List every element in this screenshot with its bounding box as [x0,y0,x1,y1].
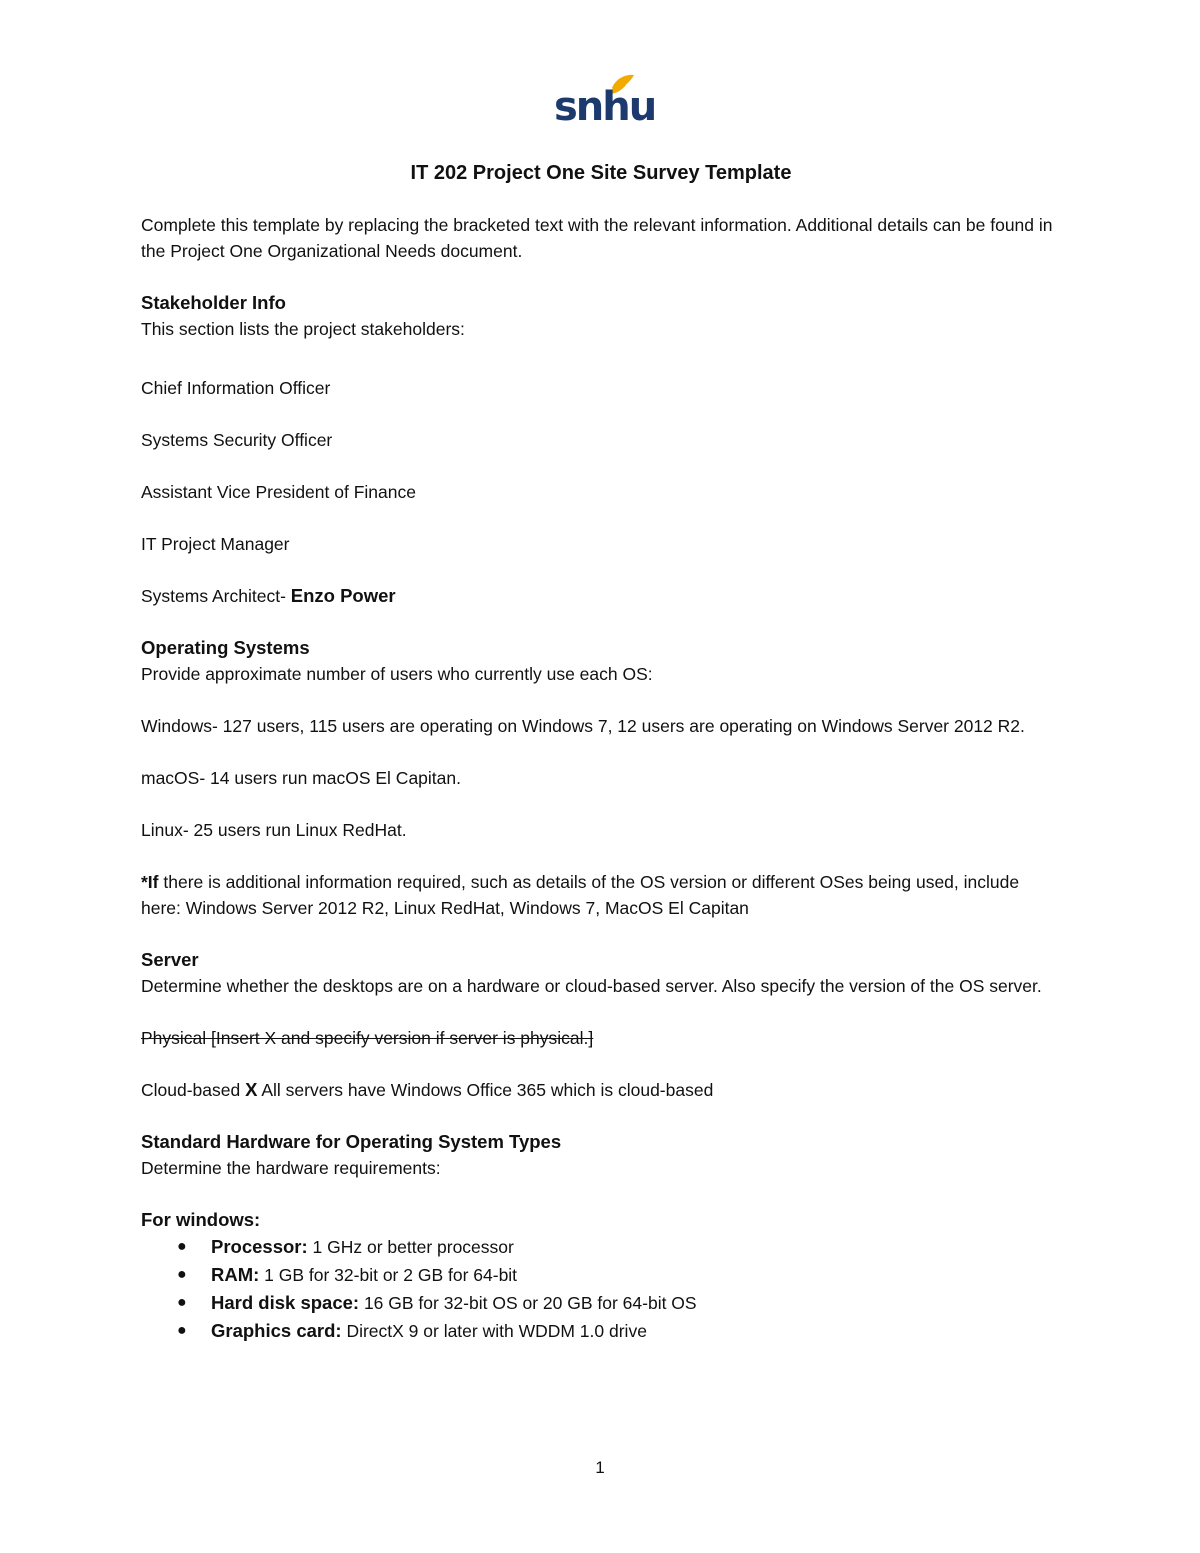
server-cloud-mark: X [245,1079,258,1100]
stakeholder-item [141,479,1061,505]
server-heading: Server [141,949,199,970]
server-physical: Physical [Insert X and specify version if server is physical.] [141,1028,594,1048]
stakeholder-role: Assistant Vice President of Finance [141,482,416,502]
intro-paragraph: Complete this template by replacing the bracketed text with the relevant information. Additional details can be found in the Project One Organizational Needs document. [141,215,1053,261]
os-windows: Windows- 127 users, 115 users are operating on Windows 7, 12 users are operating on Windows Server 2012 R2. [141,716,1025,736]
hardware-windows-heading: For windows: [141,1209,261,1230]
hardware-value: 1 GHz or better processor [307,1237,514,1257]
hardware-list [141,1233,1061,1345]
page-number: 1 [595,1458,605,1477]
hardware-value: 16 GB for 32-bit OS or 20 GB for 64-bit OS [359,1293,697,1313]
list-item [177,1261,1061,1289]
stakeholder-name: Enzo Power [290,585,396,606]
hardware-value: 1 GB for 32-bit or 2 GB for 64-bit [259,1265,518,1285]
document-body [141,160,1061,1345]
server-cloud [141,1077,1061,1103]
os-note-text: there is additional information required, such as details of the OS version or different OSes being used, include here: Windows Server 2012 R2, Linux RedHat, Windows 7, MacOS El Capitan [141,872,1020,918]
stakeholder-role: Chief Information Officer [141,378,331,398]
list-item [177,1317,1061,1345]
hardware-label: Processor: [211,1236,308,1257]
stakeholder-role: Systems Security Officer [141,430,333,450]
logo-text: snhu [554,84,656,130]
server-description: Determine whether the desktops are on a hardware or cloud-based server. Also specify the version of the OS server. [141,976,1042,996]
stakeholder-item [141,583,1061,609]
os-linux: Linux- 25 users run Linux RedHat. [141,820,407,840]
hardware-value: DirectX 9 or later with WDDM 1.0 drive [341,1321,647,1341]
stakeholder-item [141,427,1061,453]
os-note-prefix: *If [141,872,159,892]
stakeholder-item [141,531,1061,557]
os-description: Provide approximate number of users who currently use each OS: [141,664,653,684]
os-note [141,869,1061,921]
stakeholder-role: IT Project Manager [141,534,290,554]
os-heading: Operating Systems [141,637,310,658]
stakeholder-heading: Stakeholder Info [141,292,286,313]
hardware-heading: Standard Hardware for Operating System Types [141,1131,562,1152]
hardware-label: Hard disk space: [211,1292,360,1313]
bullet-icon: ● [177,1294,187,1311]
hardware-label: Graphics card: [211,1320,342,1341]
server-cloud-label: Cloud-based [141,1080,246,1100]
list-item [177,1233,1061,1261]
server-cloud-text: All servers have Windows Office 365 which is cloud-based [257,1080,714,1100]
list-item [177,1289,1061,1317]
hardware-label: RAM: [211,1264,260,1285]
document-title: IT 202 Project One Site Survey Template [410,162,792,184]
stakeholder-description: This section lists the project stakeholders: [141,319,465,339]
snhu-logo [554,72,656,134]
os-macos: macOS- 14 users run macOS El Capitan. [141,768,461,788]
bullet-icon: ● [177,1322,187,1339]
bullet-icon: ● [177,1238,187,1255]
hardware-description: Determine the hardware requirements: [141,1158,441,1178]
stakeholder-item [141,375,1061,401]
stakeholder-role: Systems Architect- [141,586,291,606]
bullet-icon: ● [177,1266,187,1283]
